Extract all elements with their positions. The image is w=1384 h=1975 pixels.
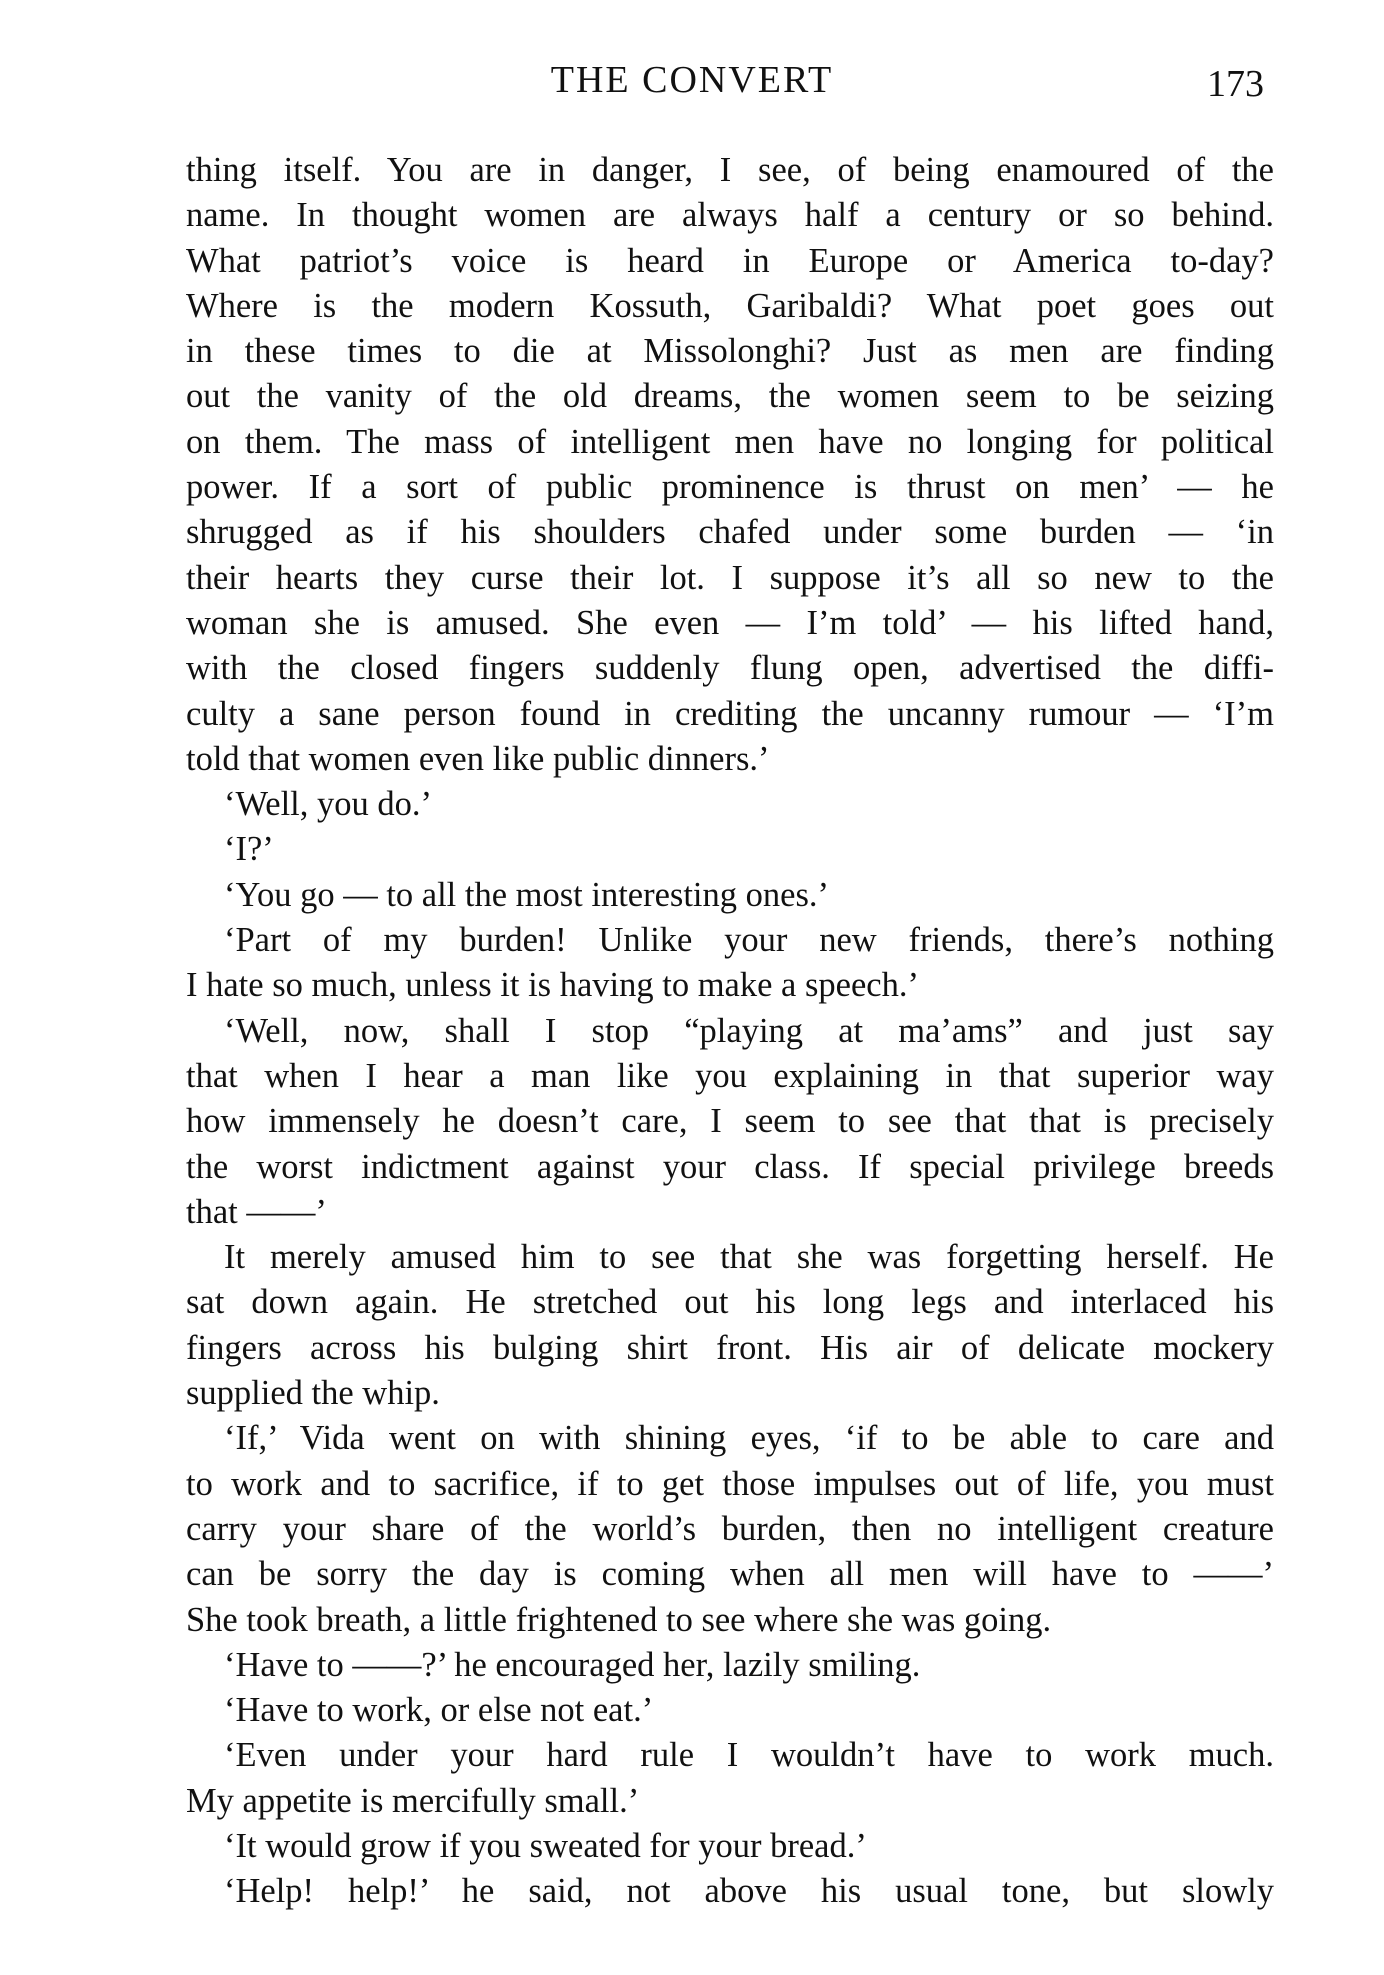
text-line: ‘Have to ——?’ he encouraged her, lazily smiling. bbox=[224, 1645, 921, 1684]
text-line: that ——’ bbox=[186, 1192, 327, 1231]
text-line: ‘You go — to all the most interesting ones.’ bbox=[224, 875, 829, 914]
text-line: can be sorry the day is coming when all men will have to ——’ bbox=[186, 1555, 1274, 1594]
text-line: how immensely he doesn’t care, I seem to see that that is precisely bbox=[186, 1102, 1274, 1141]
text-line: their hearts they curse their lot. I suppose it’s all so new to the bbox=[186, 558, 1274, 597]
text-line: I hate so much, unless it is having to make a speech.’ bbox=[186, 966, 919, 1005]
text-line: woman she is amused. She even — I’m told’ — his lifted hand, bbox=[186, 603, 1274, 642]
text-line: ‘If,’ Vida went on with shining eyes, ‘if to be able to care and bbox=[224, 1419, 1274, 1458]
text-line: to work and to sacrifice, if to get those impulses out of life, you must bbox=[186, 1464, 1274, 1503]
text-line: name. In thought women are always half a century or so behind. bbox=[186, 196, 1274, 235]
text-line: on them. The mass of intelligent men have no longing for political bbox=[186, 422, 1274, 461]
text-line: power. If a sort of public prominence is thrust on men’ — he bbox=[186, 468, 1274, 507]
page-number: 173 bbox=[1207, 63, 1264, 105]
text-line: She took breath, a little frightened to see where she was going. bbox=[186, 1600, 1052, 1639]
text-line: told that women even like public dinners.’ bbox=[186, 739, 770, 778]
text-line: in these times to die at Missolonghi? Just as men are finding bbox=[186, 332, 1274, 371]
text-line: with the closed fingers suddenly flung open, advertised the diffi- bbox=[186, 649, 1274, 688]
text-line: ‘It would grow if you sweated for your bread.’ bbox=[224, 1826, 867, 1865]
text-line: out the vanity of the old dreams, the women seem to be seizing bbox=[186, 377, 1274, 416]
text-line: ‘Even under your hard rule I wouldn’t have to work much. bbox=[224, 1736, 1274, 1775]
text-line: ‘Well, now, shall I stop “playing at ma’ams” and just say bbox=[224, 1011, 1274, 1050]
text-line: What patriot’s voice is heard in Europe or America to-day? bbox=[186, 241, 1274, 280]
text-line: that when I hear a man like you explaining in that superior way bbox=[186, 1056, 1274, 1095]
text-line: ‘Help! help!’ he said, not above his usual tone, but slowly bbox=[224, 1872, 1274, 1911]
text-line: Where is the modern Kossuth, Garibaldi? What poet goes out bbox=[186, 286, 1274, 325]
running-head bbox=[0, 58, 1384, 108]
text-line: ‘Part of my burden! Unlike your new friends, there’s nothing bbox=[224, 921, 1274, 960]
running-title: THE CONVERT bbox=[550, 59, 834, 101]
body-text bbox=[186, 148, 1274, 1915]
text-line: It merely amused him to see that she was forgetting herself. He bbox=[224, 1238, 1274, 1277]
text-line: thing itself. You are in danger, I see, of being enamoured of the bbox=[186, 151, 1274, 189]
text-line: carry your share of the world’s burden, then no intelligent creature bbox=[186, 1509, 1274, 1548]
text-line: ‘Have to work, or else not eat.’ bbox=[224, 1691, 654, 1730]
text-line: the worst indictment against your class. If special privilege breeds bbox=[186, 1147, 1274, 1186]
text-line: sat down again. He stretched out his long legs and interlaced his bbox=[186, 1283, 1274, 1322]
text-line: ‘Well, you do.’ bbox=[224, 785, 433, 824]
text-line: culty a sane person found in crediting the uncanny rumour — ‘I’m bbox=[186, 694, 1274, 733]
text-line: fingers across his bulging shirt front. His air of delicate mockery bbox=[186, 1328, 1274, 1367]
text-line: My appetite is mercifully small.’ bbox=[186, 1781, 640, 1820]
text-line: supplied the whip. bbox=[186, 1374, 440, 1413]
text-line: shrugged as if his shoulders chafed under some burden — ‘in bbox=[186, 513, 1274, 552]
text-line: ‘I?’ bbox=[224, 830, 274, 869]
